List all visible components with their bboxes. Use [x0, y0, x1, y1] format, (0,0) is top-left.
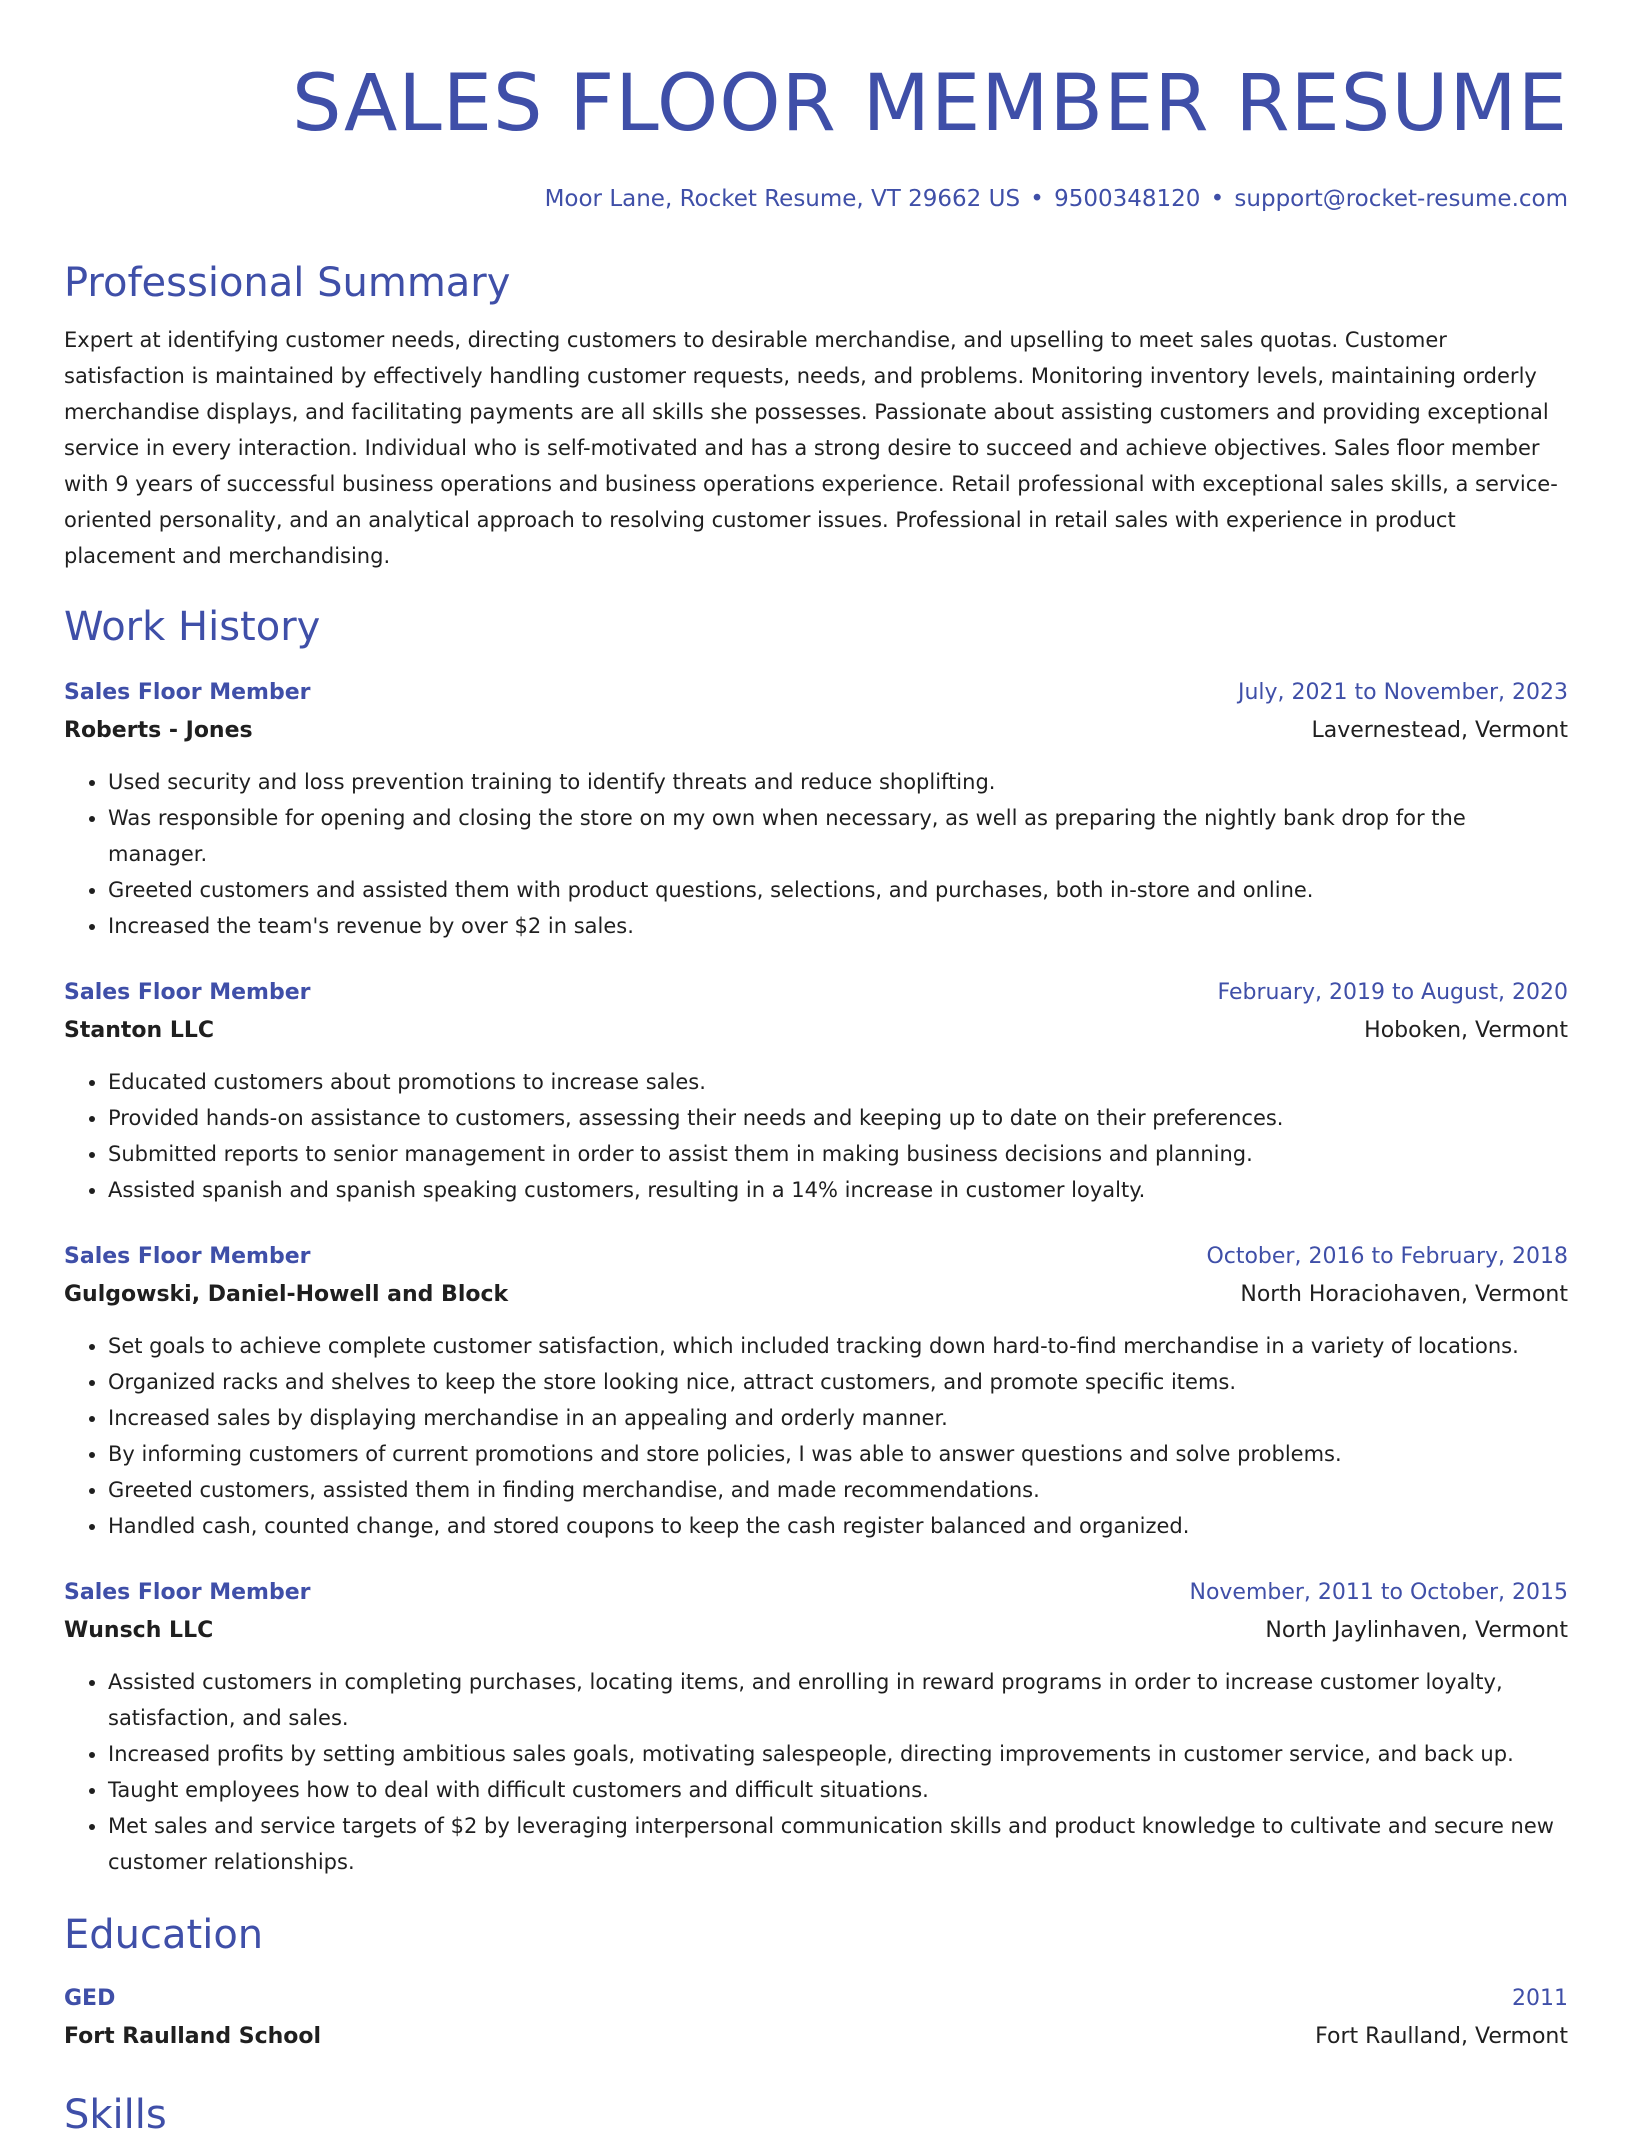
section-heading-work-history: Work History [64, 604, 321, 650]
job-company: Wunsch LLC [64, 1618, 214, 1643]
list-item: • Provided hands-on assistance to customers, assessing their needs and keeping up to date on their preferences. [108, 1100, 1568, 1136]
resume-title: SALES FLOOR MEMBER RESUME [291, 59, 1568, 149]
job-entry [64, 974, 1568, 1208]
list-item: • Set goals to achieve complete customer satisfaction, which included tracking down hard-to-find merchandise in a variety of locations. [108, 1328, 1568, 1364]
job-dates: October, 2016 to February, 2018 [1206, 1244, 1568, 1269]
list-item: • Greeted customers, assisted them in finding merchandise, and made recommendations. [108, 1472, 1568, 1508]
job-company: Gulgowski, Daniel-Howell and Block [64, 1282, 509, 1307]
job-dates: February, 2019 to August, 2020 [1217, 980, 1568, 1005]
job-location: North Horaciohaven, Vermont [1240, 1282, 1568, 1307]
list-item: • Submitted reports to senior management in order to assist them in making business decisions and planning. [108, 1136, 1568, 1172]
job-location: North Jaylinhaven, Vermont [1265, 1618, 1568, 1643]
list-item: • Greeted customers and assisted them with product questions, selections, and purchases, both in-store and online. [108, 872, 1568, 908]
list-item: • Taught employees how to deal with difficult customers and difficult situations. [108, 1772, 1568, 1808]
job-title: Sales Floor Member [64, 680, 311, 705]
job-dates: July, 2021 to November, 2023 [1237, 680, 1568, 705]
list-item: • Educated customers about promotions to increase sales. [108, 1064, 1568, 1100]
resume-page [64, 0, 1568, 2140]
contact-line [64, 182, 1568, 216]
list-item: • Used security and loss prevention training to identify threats and reduce shoplifting. [108, 764, 1568, 800]
education-year: 2011 [1512, 1986, 1568, 2011]
list-item: • Met sales and service targets of $2 by leveraging interpersonal communication skills and product knowledge to cultivate and secure new customer relationships. [108, 1808, 1568, 1880]
job-bullets [64, 764, 1568, 944]
list-item: • Assisted spanish and spanish speaking customers, resulting in a 14% increase in customer loyalty. [108, 1172, 1568, 1208]
list-item: • Increased sales by displaying merchandise in an appealing and orderly manner. [108, 1400, 1568, 1436]
job-entry [64, 1574, 1568, 1880]
job-location: Lavernestead, Vermont [1311, 718, 1568, 743]
education-school: Fort Raulland School [64, 2024, 322, 2049]
section-heading-summary: Professional Summary [64, 260, 511, 306]
list-item: • Was responsible for opening and closing the store on my own when necessary, as well as preparing the nightly bank drop for the manager. [108, 800, 1568, 872]
job-title: Sales Floor Member [64, 1244, 311, 1269]
job-bullets [64, 1328, 1568, 1544]
contact-phone: 9500348120 [1054, 186, 1201, 212]
education-location: Fort Raulland, Vermont [1315, 2024, 1568, 2049]
job-bullets [64, 1664, 1568, 1880]
education-degree: GED [64, 1986, 116, 2011]
job-entry [64, 674, 1568, 944]
job-bullets [64, 1064, 1568, 1208]
job-title: Sales Floor Member [64, 1580, 311, 1605]
section-heading-skills: Skills [64, 2092, 167, 2138]
job-title: Sales Floor Member [64, 980, 311, 1005]
job-location: Hoboken, Vermont [1364, 1018, 1568, 1043]
list-item: • By informing customers of current promotions and store policies, I was able to answer questions and solve problems. [108, 1436, 1568, 1472]
section-heading-education: Education [64, 1912, 264, 1958]
education-entry [64, 1980, 1568, 2056]
job-company: Stanton LLC [64, 1018, 215, 1043]
contact-separator: • [1030, 186, 1044, 212]
list-item: • Increased profits by setting ambitious sales goals, motivating salespeople, directing improvements in customer service, and back up. [108, 1736, 1568, 1772]
list-item: • Handled cash, counted change, and stored coupons to keep the cash register balanced and organized. [108, 1508, 1568, 1544]
list-item: • Increased the team's revenue by over $2 in sales. [108, 908, 1568, 944]
contact-separator: • [1210, 186, 1225, 212]
contact-email: support@rocket-resume.com [1234, 186, 1568, 212]
summary-text: Expert at identifying customer needs, directing customers to desirable merchandise, and upselling to meet sales quotas. Customer satisfaction is maintained by effectively handling customer requests, needs, and problems. Monitoring inventory levels, maintaining orderly merchandise displays, and facilitating payments are all skills she possesses. Passionate about assisting customers and providing exceptional service in every interaction. Individual who is self-motivated and has a strong desire to succeed and achieve objectives. Sales floor member with 9 years of successful business operations and business operations experience. Retail professional with exceptional sales skills, a service-oriented personality, and an analytical approach to resolving customer issues. Professional in retail sales with experience in product placement and merchandising. [64, 328, 1558, 568]
list-item: • Organized racks and shelves to keep the store looking nice, attract customers, and promote specific items. [108, 1364, 1568, 1400]
list-item: • Assisted customers in completing purchases, locating items, and enrolling in reward programs in order to increase customer loyalty, satisfaction, and sales. [108, 1664, 1568, 1736]
contact-address: Moor Lane, Rocket Resume, VT 29662 US [544, 186, 1021, 212]
job-company: Roberts - Jones [64, 718, 253, 743]
job-entry [64, 1238, 1568, 1544]
job-dates: November, 2011 to October, 2015 [1189, 1580, 1568, 1605]
